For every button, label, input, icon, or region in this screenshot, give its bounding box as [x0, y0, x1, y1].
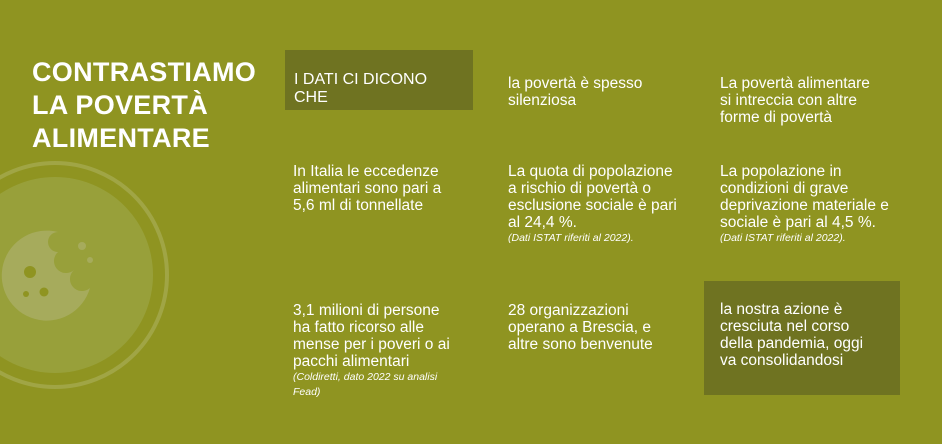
fact-line: silenziosa [508, 92, 577, 109]
fact-cell [508, 163, 677, 246]
highlight-line: va consolidandosi [720, 352, 844, 369]
fact-line: In Italia le eccedenze [293, 163, 439, 180]
fact-line: pacchi alimentari [293, 353, 410, 370]
fact-line: esclusione sociale è pari [508, 197, 677, 214]
source-note: (Coldiretti, dato 2022 su analisi [293, 371, 438, 383]
fact-line: si intreccia con altre [720, 92, 857, 109]
source-note: (Dati ISTAT riferiti al 2022). [508, 232, 634, 244]
fact-line: ha fatto ricorso alle [293, 319, 424, 336]
fact-line: La quota di popolazione [508, 163, 673, 180]
fact-line: la povertà è spesso [508, 75, 643, 92]
page-title [32, 56, 256, 155]
source-note: (Dati ISTAT riferiti al 2022). [720, 232, 846, 244]
highlight-line: la nostra azione è [720, 301, 843, 318]
fact-line: a rischio di povertà o [508, 180, 652, 197]
fact-line: mense per i poveri o ai [293, 336, 450, 353]
fact-line: alimentari sono pari a [293, 180, 442, 197]
fact-line: 5,6 ml di tonnellate [293, 197, 424, 214]
title-line: ALIMENTARE [32, 123, 210, 153]
highlight-line: cresciuta nel corso [720, 318, 850, 335]
fact-line: condizioni di grave [720, 180, 849, 197]
header-box: I DATI CI DICONO CHE [285, 50, 473, 110]
fact-line: altre sono benvenute [508, 336, 653, 353]
fact-line: La povertà alimentare [720, 75, 870, 92]
fact-cell [508, 302, 653, 353]
title-line: CONTRASTIAMO [32, 57, 257, 87]
fact-cell [720, 75, 870, 126]
fact-line: operano a Brescia, e [508, 319, 652, 336]
highlight-box [704, 281, 900, 395]
fact-cell [720, 163, 889, 246]
fact-line: forme di povertà [720, 109, 832, 126]
highlight-line: della pandemia, oggi [720, 335, 864, 352]
fact-line: al 24,4 %. [508, 214, 577, 231]
fact-line: sociale è pari al 4,5 %. [720, 214, 876, 231]
fact-line: 3,1 milioni di persone [293, 302, 440, 319]
source-note: Fead) [293, 386, 321, 398]
fact-cell [293, 163, 441, 214]
fact-line: 28 organizzazioni [508, 302, 629, 319]
fact-cell [293, 302, 450, 400]
fact-line: deprivazione materiale e [720, 197, 889, 214]
cookie-plate-icon [0, 160, 170, 390]
fact-cell [508, 75, 642, 109]
title-line: LA POVERTÀ [32, 90, 209, 120]
fact-line: La popolazione in [720, 163, 842, 180]
